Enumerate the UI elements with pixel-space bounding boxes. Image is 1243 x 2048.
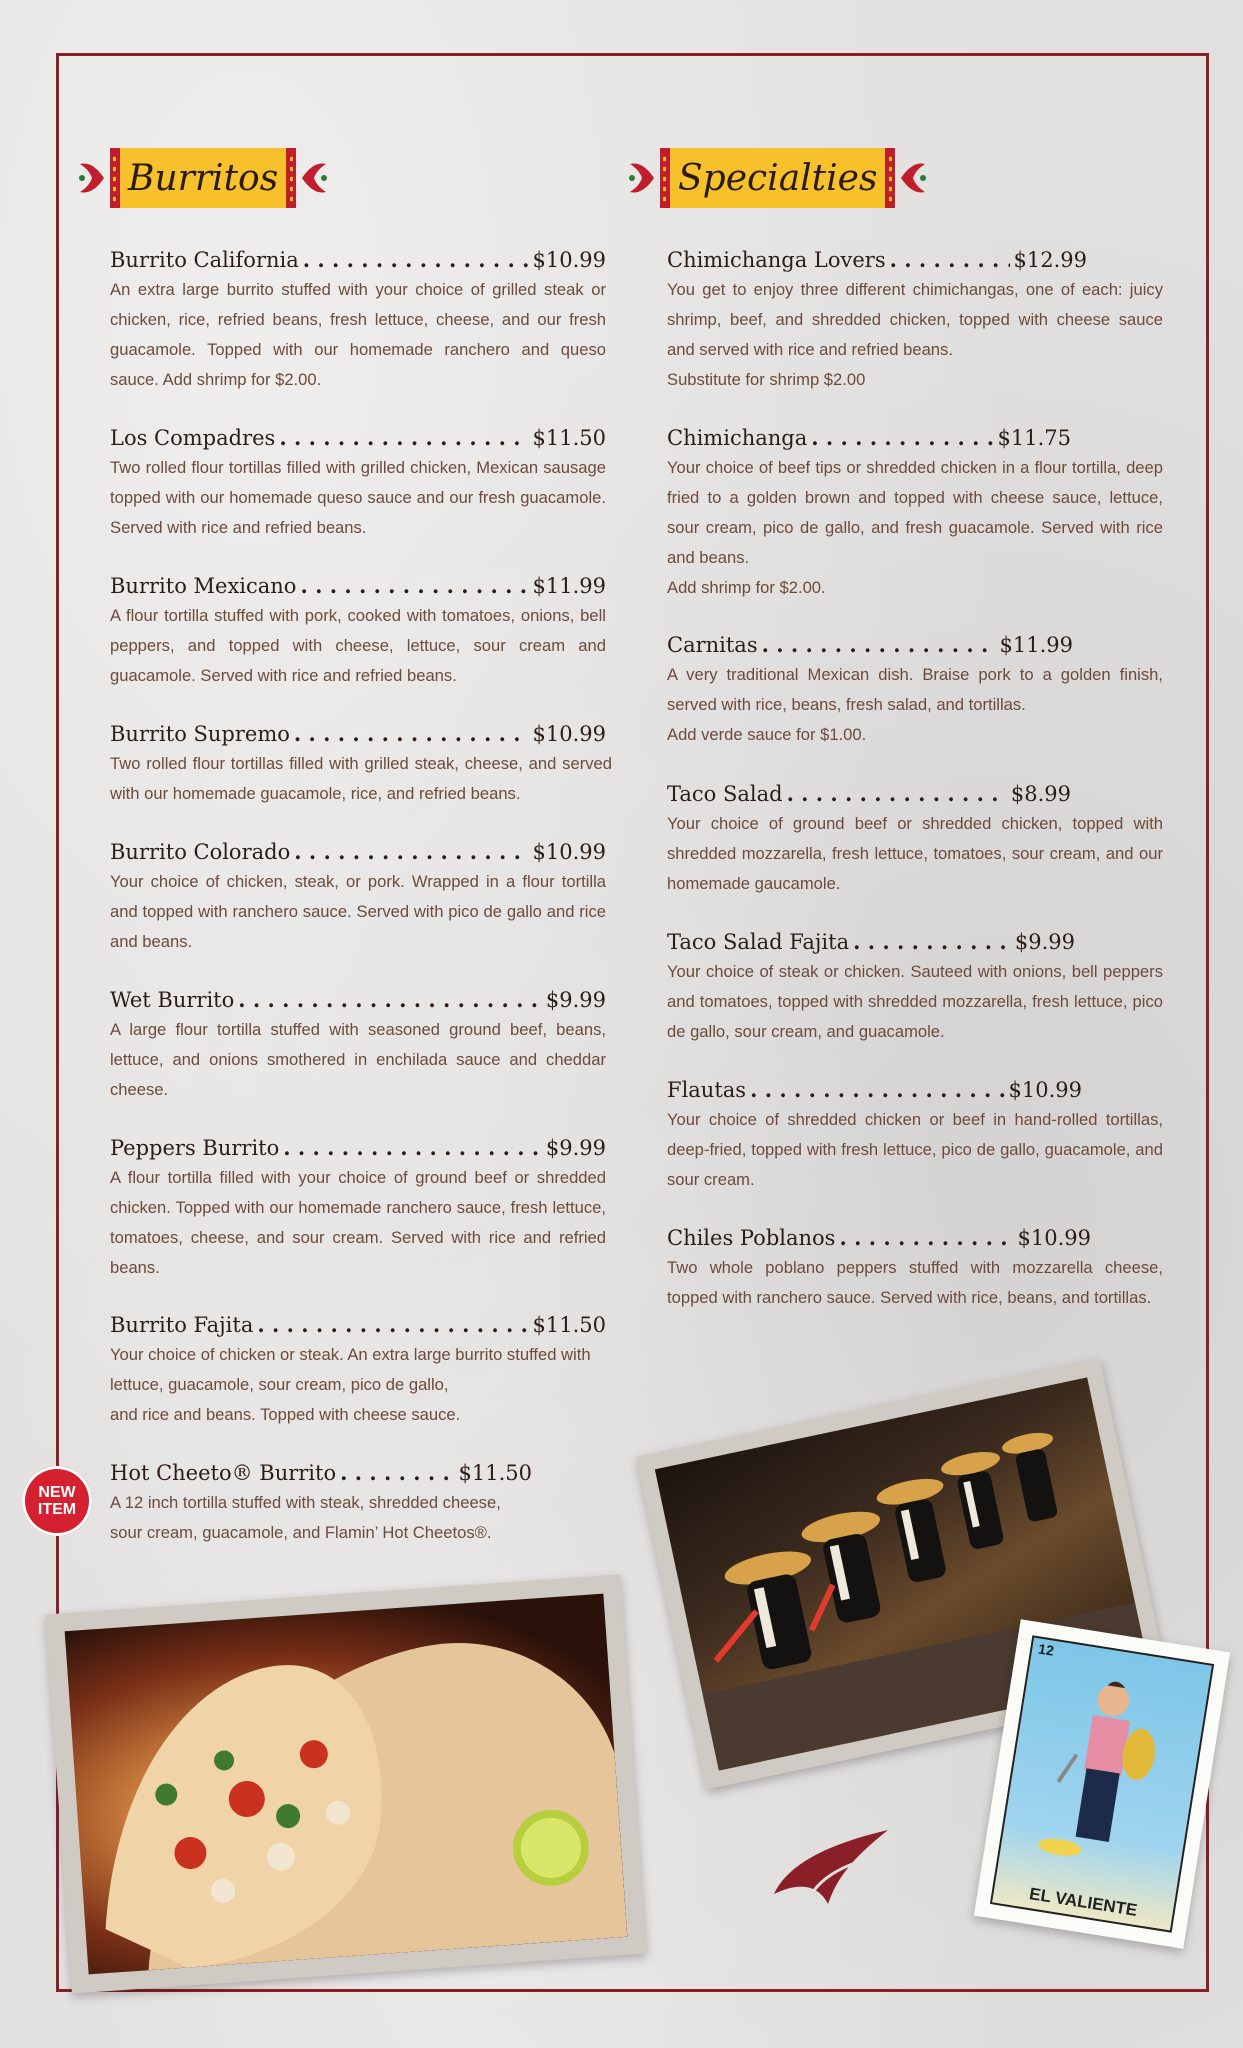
- item-price: $10.99: [532, 840, 606, 864]
- item-price: $11.50: [458, 1461, 532, 1485]
- menu-item: [667, 1075, 1163, 1195]
- item-name: Chimichanga: [667, 426, 808, 450]
- item-description: A flour tortilla filled with your choice of ground beef or shredded chicken. Topped with our homemade ranchero sauce, fresh lettuce, tomatoes, cheese, and sour cream. Served with rice and refried beans.: [110, 1168, 606, 1277]
- item-name: Los Compadres: [110, 426, 276, 450]
- item-description: Your choice of steak or chicken. Sauteed with onions, bell peppers and tomatoes, topped with shredded mozzarella, fresh lettuce, pico de gallo, sour cream, and guacamole.: [667, 962, 1163, 1041]
- menu-item: [667, 927, 1163, 1047]
- burrito-photo: [45, 1574, 646, 1993]
- item-name: Taco Salad: [667, 782, 783, 806]
- item-name: Wet Burrito: [110, 988, 235, 1012]
- item-description: A flour tortilla stuffed with pork, cooked with tomatoes, onions, bell peppers, and topped with cheese, lettuce, sour cream and guacamole. Served with rice and refried beans.: [110, 606, 606, 685]
- specialties-banner: [624, 146, 931, 210]
- item-price: $12.99: [1013, 248, 1087, 272]
- item-price: $9.99: [545, 1136, 606, 1160]
- item-name: Peppers Burrito: [110, 1136, 280, 1160]
- item-name: Burrito California: [110, 248, 299, 272]
- item-name: Hot Cheeto® Burrito: [110, 1461, 337, 1485]
- item-price: $10.99: [1017, 1226, 1091, 1250]
- flourish-icon: [895, 152, 931, 204]
- item-name: Taco Salad Fajita: [667, 930, 850, 954]
- section-title-specialties: Specialties: [678, 157, 878, 199]
- item-description: Your choice of beef tips or shredded chicken in a flour tortilla, deep fried to a golden brown and topped with cheese sauce, lettuce, sour cream, pico de gallo, and fresh guacamole. Served with rice and beans.: [667, 458, 1163, 567]
- section-title-burritos: Burritos: [128, 157, 279, 199]
- menu-item: [110, 719, 612, 809]
- item-description: Your choice of shredded chicken or beef in hand-rolled tortillas, deep-fried, topped with fresh lettuce, pico de gallo, guacamole, and sour cream.: [667, 1110, 1163, 1189]
- item-name: Carnitas: [667, 633, 758, 657]
- leaf-flourish-icon: [768, 1824, 898, 1910]
- item-description: Two whole poblano peppers stuffed with mozzarella cheese, topped with ranchero sauce. Served with rice, beans, and tortillas.: [667, 1258, 1163, 1307]
- item-description: A 12 inch tortilla stuffed with steak, shredded cheese,: [110, 1493, 501, 1512]
- item-price: $9.99: [545, 988, 606, 1012]
- item-description: You get to enjoy three different chimichangas, one of each: juicy shrimp, beef, and shredded chicken, topped with cheese sauce and served with rice and refried beans.: [667, 280, 1163, 359]
- menu-item: [667, 630, 1163, 750]
- item-description: Your choice of chicken, steak, or pork. Wrapped in a flour tortilla and topped with ranchero sauce. Served with pico de gallo and rice and beans.: [110, 872, 606, 951]
- menu-item: [110, 1310, 606, 1430]
- flourish-icon: [624, 152, 660, 204]
- item-price: $11.99: [532, 574, 606, 598]
- item-price: $11.75: [997, 426, 1071, 450]
- item-price: $11.50: [532, 426, 606, 450]
- flourish-icon: [296, 152, 332, 204]
- item-description: Two rolled flour tortillas filled with grilled steak, cheese, and served with our homemade guacamole, rice, and refried beans.: [110, 754, 612, 803]
- item-name: Chiles Poblanos: [667, 1226, 836, 1250]
- item-description: Substitute for shrimp $2.00: [667, 370, 866, 389]
- badge-text: ITEM: [37, 1501, 77, 1518]
- menu-item: [110, 1458, 606, 1548]
- menu-item: [667, 779, 1163, 899]
- menu-item: [667, 245, 1163, 395]
- item-description: A large flour tortilla stuffed with seasoned ground beef, beans, lettuce, and onions smothered in enchilada sauce and cheddar cheese.: [110, 1020, 606, 1099]
- item-description: Your choice of ground beef or shredded chicken, topped with shredded mozzarella, fresh lettuce, tomatoes, sour cream, and our homemade gaucamole.: [667, 814, 1163, 893]
- menu-item: [667, 423, 1163, 603]
- card-number: 12: [1037, 1640, 1056, 1659]
- item-description: sour cream, guacamole, and Flamin’ Hot Cheetos®.: [110, 1523, 492, 1542]
- item-name: Burrito Colorado: [110, 840, 291, 864]
- item-price: $8.99: [1010, 782, 1071, 806]
- item-description: Two rolled flour tortillas filled with grilled chicken, Mexican sausage topped with our homemade queso sauce and our fresh guacamole. Served with rice and refried beans.: [110, 458, 606, 537]
- menu-item: [110, 423, 606, 543]
- item-price: $10.99: [532, 248, 606, 272]
- item-price: $10.99: [532, 722, 606, 746]
- item-price: $11.99: [999, 633, 1073, 657]
- item-description: Add verde sauce for $1.00.: [667, 725, 867, 744]
- menu-item: [667, 1223, 1163, 1313]
- menu-item: [110, 1133, 606, 1283]
- badge-text: NEW: [38, 1484, 76, 1501]
- item-name: Burrito Fajita: [110, 1313, 254, 1337]
- menu-item: [110, 837, 606, 957]
- item-description: Add shrimp for $2.00.: [667, 578, 826, 597]
- item-description: Your choice of chicken or steak. An extra large burrito stuffed with lettuce, guacamole, sour cream, pico de gallo,: [110, 1345, 591, 1394]
- item-price: $10.99: [1008, 1078, 1082, 1102]
- item-name: Chimichanga Lovers: [667, 248, 886, 272]
- item-description: An extra large burrito stuffed with your choice of grilled steak or chicken, rice, refried beans, fresh lettuce, cheese, and our fresh guacamole. Topped with our homemade ranchero and queso sauce. Add shrimp for $2.00.: [110, 280, 606, 389]
- item-description: A very traditional Mexican dish. Braise pork to a golden finish, served with rice, beans, fresh salad, and tortillas.: [667, 665, 1163, 714]
- valiente-figure-icon: [998, 1638, 1211, 1891]
- item-name: Burrito Mexicano: [110, 574, 297, 598]
- menu-item: [110, 571, 606, 691]
- item-name: Flautas: [667, 1078, 747, 1102]
- burritos-banner: [74, 146, 332, 210]
- item-name: Burrito Supremo: [110, 722, 290, 746]
- item-description: and rice and beans. Topped with cheese sauce.: [110, 1405, 461, 1424]
- menu-item: [110, 245, 606, 395]
- card-title: EL VALIENTE: [1028, 1884, 1139, 1920]
- item-price: $11.50: [532, 1313, 606, 1337]
- flourish-icon: [74, 152, 110, 204]
- menu-item: [110, 985, 606, 1105]
- new-item-badge: [22, 1466, 92, 1536]
- item-price: $9.99: [1014, 930, 1075, 954]
